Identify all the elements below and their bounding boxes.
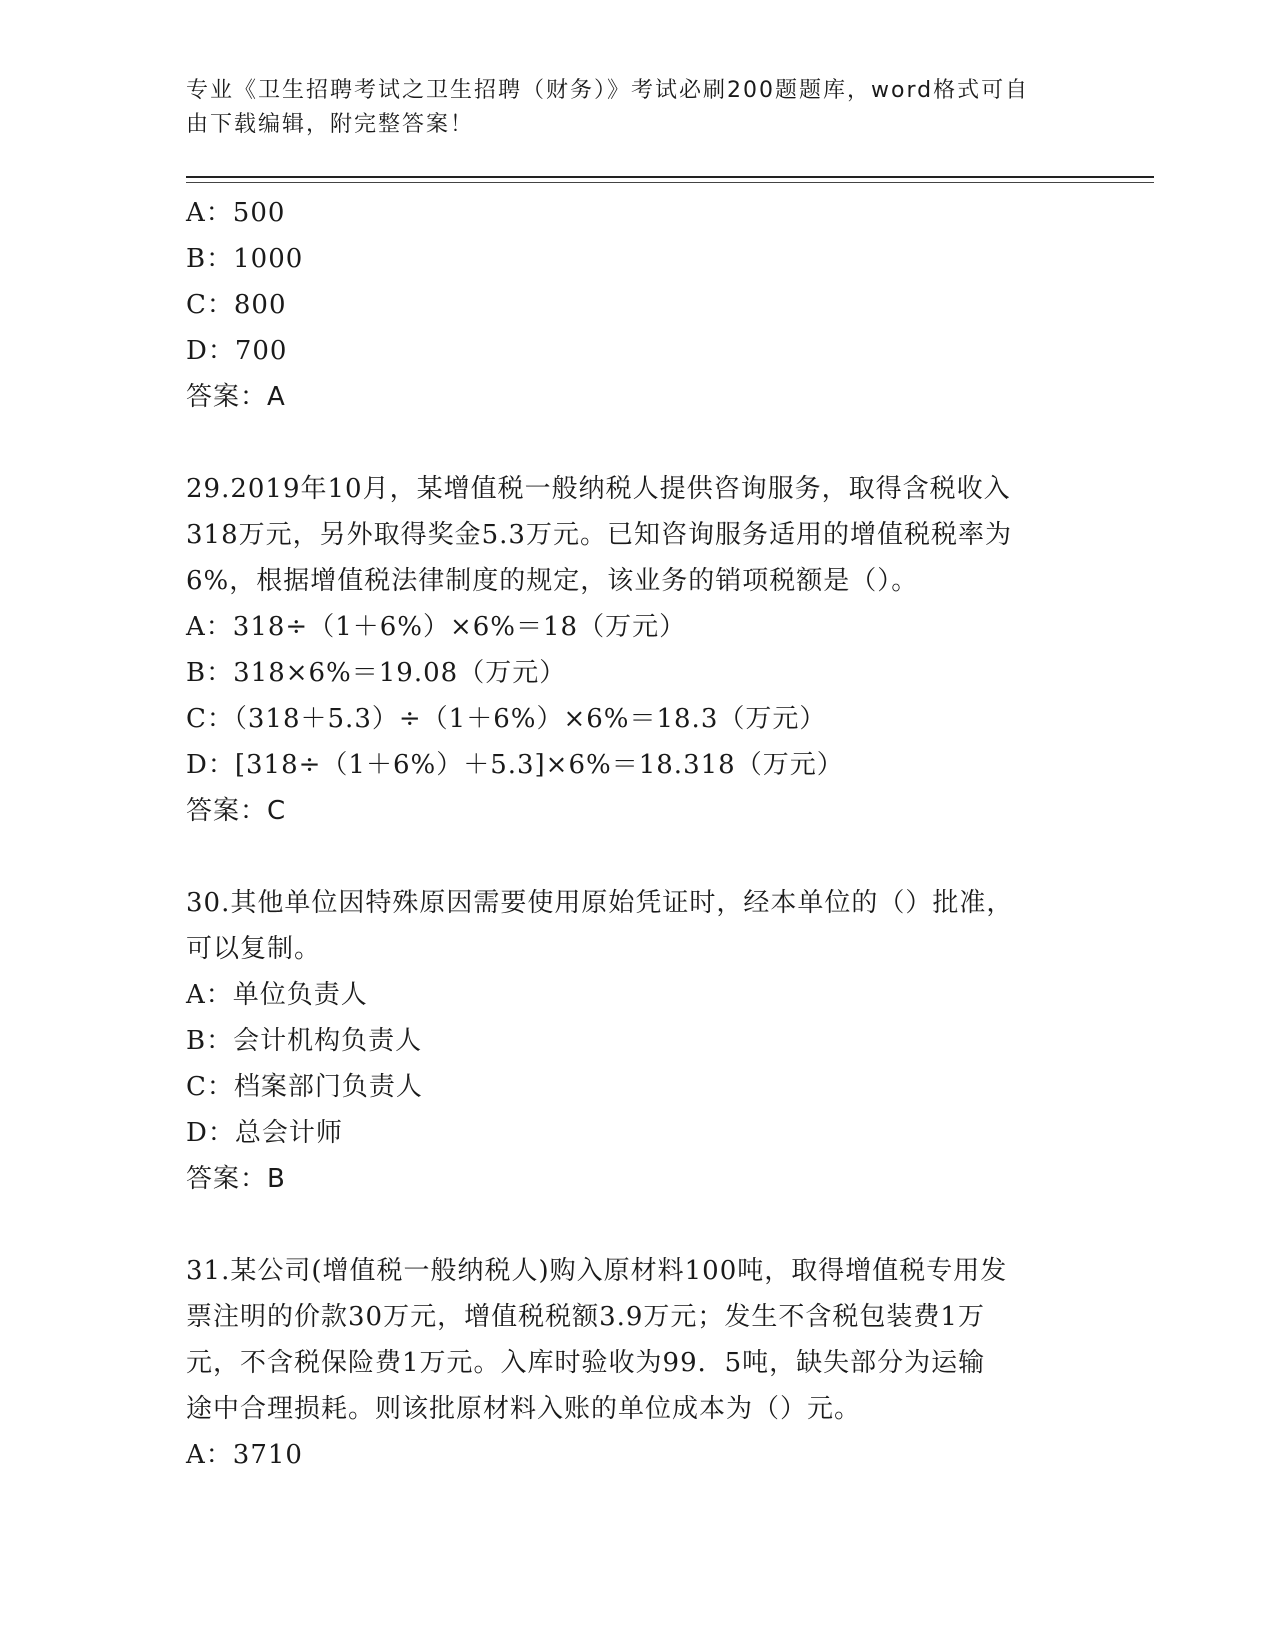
option-d: D：700 [186, 336, 288, 366]
option-c: C：（318＋5.3）÷（1＋6%）×6%＝18.3（万元） [186, 704, 827, 734]
question-29 [186, 466, 1086, 834]
answer: 答案：B [186, 1164, 286, 1194]
header-line-2: 由下载编辑，附完整答案！ [186, 112, 475, 137]
option-d: D：总会计师 [186, 1118, 343, 1148]
option-a: A：3710 [186, 1440, 303, 1470]
option-a: A：500 [186, 198, 286, 228]
header-divider-thick [186, 176, 1154, 178]
option-c: C：800 [186, 290, 287, 320]
spacer [186, 1202, 1086, 1248]
header-line-1: 专业《卫生招聘考试之卫生招聘（财务）》考试必刷200题题库，word格式可自 [186, 78, 1030, 103]
question-31 [186, 1248, 1086, 1478]
question-28-options [186, 190, 1086, 420]
question-30 [186, 880, 1086, 1202]
question-stem: 29.2019年10月，某增值税一般纳税人提供咨询服务，取得含税收入 [186, 474, 1011, 504]
question-stem: 票注明的价款30万元，增值税税额3.9万元；发生不含税包装费1万 [186, 1302, 985, 1332]
option-d: D：[318÷（1＋6%）＋5.3]×6%＝18.318（万元） [186, 750, 844, 780]
header-divider-thin [186, 182, 1154, 183]
option-b: B：会计机构负责人 [186, 1026, 423, 1056]
document-header [186, 74, 1086, 142]
option-a: A：318÷（1＋6%）×6%＝18（万元） [186, 612, 687, 642]
spacer [186, 420, 1086, 466]
option-b: B：1000 [186, 244, 304, 274]
question-stem: 318万元，另外取得奖金5.3万元。已知咨询服务适用的增值税税率为 [186, 520, 1012, 550]
option-c: C：档案部门负责人 [186, 1072, 423, 1102]
answer: 答案：C [186, 796, 287, 826]
option-b: B：318×6%＝19.08（万元） [186, 658, 567, 688]
answer: 答案：A [186, 382, 286, 412]
question-stem: 途中合理损耗。则该批原材料入账的单位成本为（）元。 [186, 1394, 862, 1424]
question-stem: 30.其他单位因特殊原因需要使用原始凭证时，经本单位的（）批准， [186, 888, 1014, 918]
spacer [186, 834, 1086, 880]
question-stem: 元，不含税保险费1万元。入库时验收为99．5吨，缺失部分为运输 [186, 1348, 986, 1378]
question-stem: 31.某公司(增值税一般纳税人)购入原材料100吨，取得增值税专用发 [186, 1256, 1008, 1286]
question-list [186, 190, 1086, 1478]
option-a: A：单位负责人 [186, 980, 368, 1010]
question-stem: 6%，根据增值税法律制度的规定，该业务的销项税额是（）。 [186, 566, 919, 596]
question-stem: 可以复制。 [186, 934, 322, 964]
